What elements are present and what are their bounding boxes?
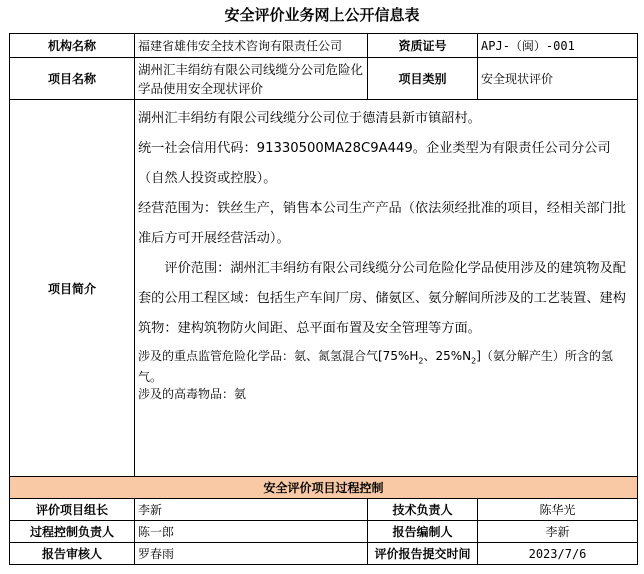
report-author-label: 报告编制人 (368, 521, 478, 543)
org-value: 福建省雄伟安全技术咨询有限责任公司 (135, 34, 368, 58)
license-label: 资质证号 (368, 34, 478, 58)
tech-lead-value: 陈华光 (478, 499, 638, 521)
info-table (9, 33, 638, 565)
hazard-text-3: ]（氨分解产生）所含的氢气。 (138, 349, 613, 385)
table-row (10, 521, 638, 543)
intro-paragraph-toxic: 涉及的高毒物品：氨 (138, 387, 247, 402)
org-row (10, 34, 638, 58)
page-title: 安全评价业务网上公开信息表 (224, 6, 420, 24)
project-label: 项目名称 (10, 58, 135, 100)
leader-label: 评价项目组长 (10, 499, 135, 521)
category-label: 项目类别 (368, 58, 478, 100)
submit-time-value: 2023/7/6 (478, 543, 638, 565)
report-author-value: 李新 (478, 521, 638, 543)
section-row (10, 477, 638, 499)
process-control-label: 过程控制负责人 (10, 521, 135, 543)
project-row (10, 58, 638, 100)
intro-content (135, 100, 638, 477)
org-label: 机构名称 (10, 34, 135, 58)
reviewer-label: 报告审核人 (10, 543, 135, 565)
project-value: 湖州汇丰绢纺有限公司线缆分公司危险化学品使用安全现状评价 (135, 58, 368, 100)
intro-paragraph-credit-code: 统一社会信用代码：91330500MA28C9A449。企业类型为有限责任公司分公司（自然人投资或控股）。 (138, 141, 611, 186)
process-control-value: 陈一郎 (135, 521, 368, 543)
tech-lead-label: 技术负责人 (368, 499, 478, 521)
hazard-text-2: 、25%N (423, 349, 472, 363)
hazard-sub-2: 2 (471, 356, 477, 366)
table-row (10, 543, 638, 565)
table-row (10, 499, 638, 521)
reviewer-value: 罗春雨 (135, 543, 368, 565)
section-title: 安全评价项目过程控制 (10, 477, 638, 499)
intro-label: 项目简介 (10, 100, 135, 477)
intro-row (10, 100, 638, 477)
hazard-sub-1: 2 (418, 356, 424, 366)
hazard-text-1: 涉及的重点监管危险化学品：氨、氮氢混合气[75%H (138, 349, 419, 363)
category-value: 安全现状评价 (478, 58, 638, 100)
intro-paragraph-scope: 评价范围：湖州汇丰绢纺有限公司线缆分公司危险化学品使用涉及的建筑物及配套的公用工程区域：包括生产车间厂房、储氨区、氨分解间所涉及的工艺装置、建构筑物：建构筑物防火间距、总平面布置及安全管理等方面。 (138, 261, 626, 336)
license-value: APJ-（闽）-001 (478, 34, 638, 58)
intro-paragraph-business-scope: 经营范围为：铁丝生产，销售本公司生产产品（依法须经批准的项目，经相关部门批准后方可开展经营活动）。 (138, 201, 626, 246)
intro-paragraph-hazardous-chemicals (138, 348, 633, 386)
submit-time-label: 评价报告提交时间 (368, 543, 478, 565)
intro-paragraph-location: 湖州汇丰绢纺有限公司线缆分公司位于德清县新市镇韶村。 (138, 111, 481, 126)
leader-value: 李新 (135, 499, 368, 521)
